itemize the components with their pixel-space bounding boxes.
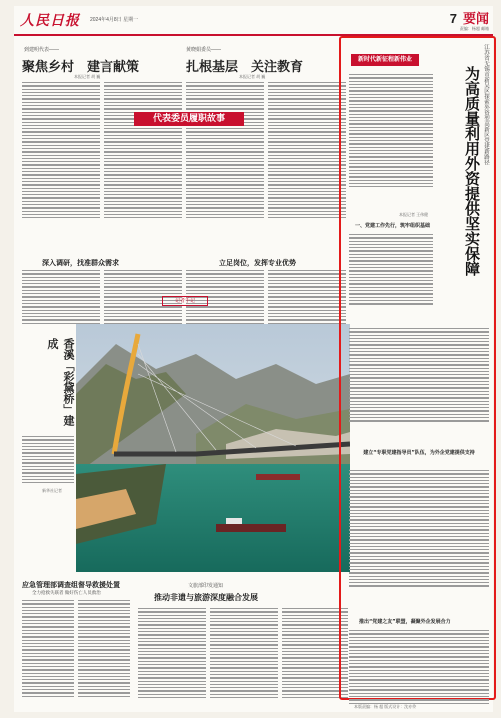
highlight-subhead-3: 推出“党建之友”联盟，凝聚外企发展合力	[359, 619, 451, 625]
masthead	[14, 6, 493, 36]
left-article-kicker: 到建明代表——	[24, 47, 60, 53]
photo-credit: 新华社记者	[42, 488, 62, 493]
newspaper-logo: 人民日报	[20, 13, 80, 29]
bottom-right-headline: 推动非遗与旅游深度融合发展	[154, 593, 258, 602]
bottom-right-body-1	[138, 608, 206, 698]
bottom-right-body-2	[210, 608, 278, 698]
highlight-headline: 为高质量利用外资提供坚实保障	[463, 66, 481, 276]
mid-subhead: 立足岗位，发挥专业优势	[219, 259, 296, 267]
page-section: 要闻	[462, 11, 489, 26]
mid-article-headline: 扎根基层 关注教育	[186, 60, 304, 75]
mid-section-body-2	[268, 270, 346, 324]
highlight-intro	[349, 74, 433, 187]
issue-date: 2024年4月8日 星期一	[90, 17, 139, 23]
left-article-headline: 聚焦乡村 建言献策	[22, 60, 140, 75]
highlighted-article[interactable]	[339, 36, 496, 700]
bottom-left-body-1	[22, 600, 74, 697]
highlight-body-4	[349, 630, 489, 704]
bridge-photo-image	[76, 324, 350, 572]
photo-caption	[22, 436, 74, 483]
bridge-photo	[76, 324, 350, 572]
bottom-left-body-2	[78, 600, 130, 697]
mid-article-body-1	[186, 82, 264, 218]
highlight-body-2	[349, 328, 489, 422]
highlight-subhead-2: 建立“专职党建指导员”队伍，为外企党建提供支持	[363, 450, 475, 456]
left-article-body-1	[22, 82, 100, 218]
highlight-byline: 本报记者 王伟健	[399, 212, 429, 217]
bottom-left-subhead: 全力抢救失联者 做好伤亡人员救治	[32, 590, 101, 595]
page-number-value: 7	[449, 11, 457, 26]
bottom-left-headline: 应急管理部调查组督导救援处置	[22, 581, 120, 589]
section-banner: 代表委员履职故事	[134, 112, 244, 126]
highlight-body-1	[349, 234, 433, 305]
left-subhead: 深入调研，找准群众需求	[42, 259, 119, 267]
bottom-right-kicker: 文旅部印发通知	[188, 583, 224, 589]
mid-article-kicker: 黄晓娟委员——	[186, 47, 222, 53]
highlight-body-3	[349, 470, 489, 587]
page-editor: 责编：杨超 邮箱	[459, 26, 489, 31]
reporter-note-tag	[162, 296, 208, 306]
page-number	[450, 8, 489, 27]
series-tag: 新时代新征程新伟业	[351, 54, 419, 66]
left-section-body-1	[22, 270, 100, 324]
reporter-note-label: 记者手记	[174, 298, 195, 304]
mid-article-body-2	[268, 82, 346, 218]
mid-article-byline: 本报记者 胡 巍	[239, 74, 266, 79]
highlight-kicker: 江苏省无锡市新吴区探索外资型高新区党建新路径	[483, 44, 489, 165]
left-article-byline: 本报记者 胡 巍	[74, 74, 101, 79]
left-article-body-2	[104, 82, 182, 218]
highlight-subhead-1: 一、党建工作先行，筑牢组织基础	[355, 223, 431, 229]
page-footer: 本版责编：杨 超 版式设计：沈亦伶	[354, 704, 417, 709]
photo-title: 香溪「彩黛桥」建成	[46, 338, 75, 426]
